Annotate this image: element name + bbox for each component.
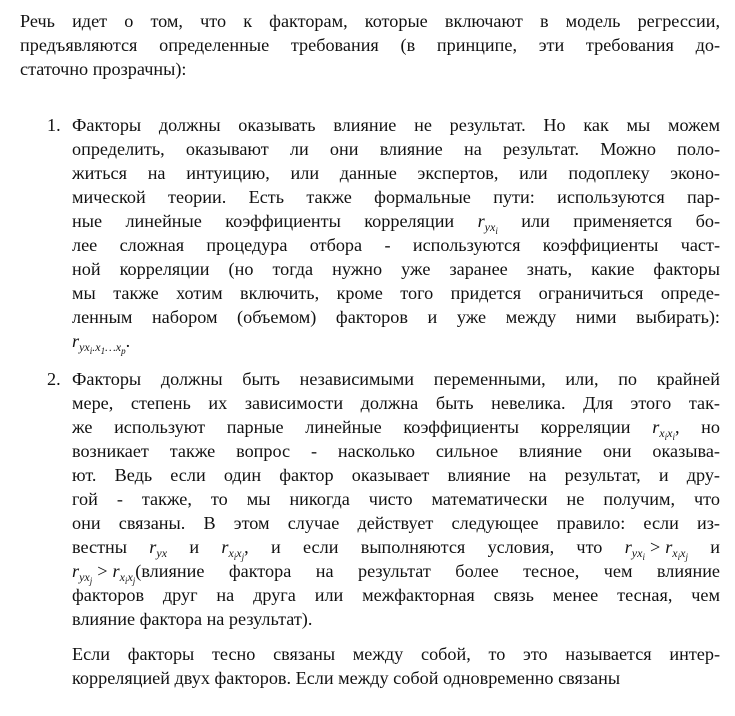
text-line [72,186,720,208]
text-line [72,416,721,442]
text-line [72,392,720,414]
text-line [20,34,720,56]
text-segment: , но [674,417,721,437]
text-segment: определить, оказывают ли они влияние на результат. Можно поло- [72,139,720,159]
math-formula: $r_{x_ix_j}$ [112,561,136,586]
text-line [72,440,720,462]
text-segment: корреляцией двух факторов. Если между собой одновременно связаны [72,668,621,688]
text-segment: статочно прозрачны): [20,59,187,79]
text-segment: же используют парные линейные коэффициенты корреляции [72,417,653,437]
list-number: 2. [47,369,61,389]
text-segment: возникает также вопрос - насколько сильное влияние они оказыва- [72,441,720,461]
text-segment: , и если выполняются условия, что [244,537,625,557]
text-segment: предъявляются определенные требования (в принципе, эти требования до- [20,35,720,55]
text-segment: ют. Ведь если один фактор оказывает влияние на результат, и дру- [72,465,720,485]
text-segment: и [687,537,721,557]
text-line [72,138,720,160]
math-formula: $r_{yx_j}$ [72,561,93,586]
text-segment: . [125,331,131,351]
text-line [72,368,720,390]
text-segment: вестны [72,537,150,557]
math-formula: $r_{x_ix_i}$ [652,417,675,442]
math-formula: $r_{yx}$ [149,537,168,560]
text-line [72,210,720,236]
text-line [72,536,721,562]
text-line [72,643,720,665]
text-segment: ленным набором (объемом) факторов и уже между ними выбирать): [72,307,720,327]
math-formula: $r_{x_ix_j}$ [221,537,245,562]
text-segment: лее сложная процедура отбора - используются коэффициенты част- [72,235,720,255]
text-segment: Речь идет о том, что к факторам, которые включают в модель регрессии, [20,11,720,31]
text-segment: мере, степень их зависимости должна быть невелика. Для этого так- [72,393,720,413]
text-segment: житься на интуицию, или данные экспертов, или подоплеку эконо- [72,163,720,183]
text-segment: Факторы должны быть независимыми переменными, или, по крайней [72,369,720,389]
text-line [72,488,720,510]
text-segment: Факторы должны оказывать влияние не результат. Но как мы можем [72,115,720,135]
text-segment: факторов друг на друга или межфакторная связь менее тесная, чем [72,585,720,605]
math-operator: > [649,537,661,557]
list-number: 1. [47,115,61,135]
text-line [72,114,720,136]
text-line [72,306,720,328]
math-formula: $r_{yx_i.x_1\dots x_p}$ [72,331,126,356]
text-segment: (влияние фактора на результат более тесное, чем влияние [135,561,720,581]
text-line [20,58,720,80]
text-line [20,10,720,32]
text-segment: мической теории. Есть также формальные пути: используются пар- [72,187,720,207]
text-segment: ной корреляции (но тогда нужно уже заранее знать, какие факторы [72,259,720,279]
text-line [72,667,720,689]
text-segment: влияние фактора на результат). [72,609,313,629]
math-formula: $r_{yx_i}$ [477,211,498,236]
text-line [72,330,720,356]
math-formula: $r_{x_ix_j}$ [665,537,688,562]
text-segment: и [167,537,222,557]
text-segment: они связаны. В этом случае действует следующее правило: если из- [72,513,720,533]
text-line [72,162,720,184]
text-line [72,282,720,304]
text-segment: или применяется бо- [497,211,720,231]
text-line [72,608,720,630]
text-line [72,234,720,256]
text-line [72,560,720,586]
text-segment: ные линейные коэффициенты корреляции [72,211,478,231]
math-formula: $r_{yx_i}$ [624,537,645,562]
math-operator: > [97,561,108,581]
text-line [72,464,720,486]
text-segment: Если факторы тесно связаны между собой, то это называется интер- [72,644,720,664]
text-segment: гой - также, то мы никогда чисто математически не получим, что [72,489,720,509]
text-line [72,258,720,280]
text-line [72,512,720,534]
text-segment: мы также хотим включить, кроме того придется ограничиться опреде- [72,283,720,303]
text-line [72,584,720,606]
